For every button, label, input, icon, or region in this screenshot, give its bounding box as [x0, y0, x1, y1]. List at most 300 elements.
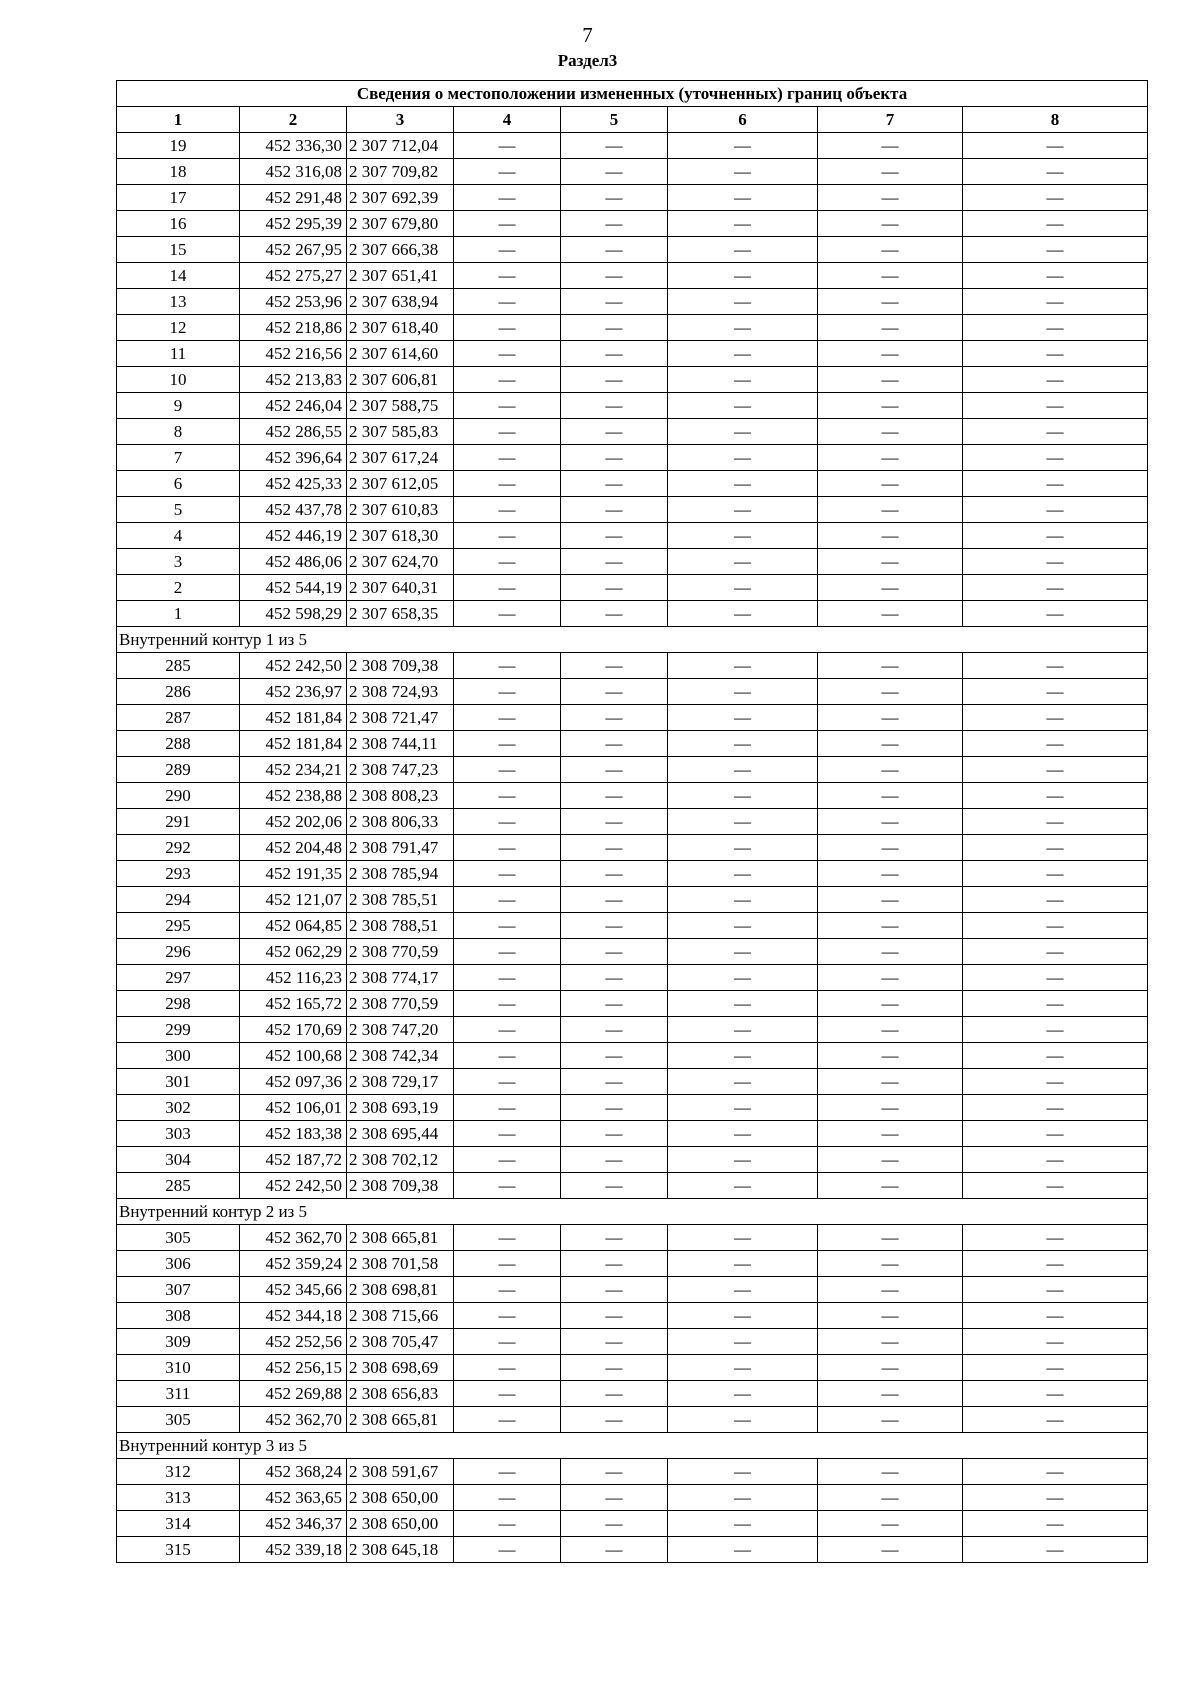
- column-5-dash-cell: —: [561, 185, 668, 211]
- y-coordinate-cell: 2 308 705,47: [347, 1329, 454, 1355]
- column-5-dash-cell: —: [561, 783, 668, 809]
- y-coordinate-cell: 2 307 618,40: [347, 315, 454, 341]
- column-5-dash-cell: —: [561, 653, 668, 679]
- point-number-cell: 288: [117, 731, 240, 757]
- column-4-dash-cell: —: [454, 705, 561, 731]
- x-coordinate-cell: 452 238,88: [240, 783, 347, 809]
- table-row: [117, 575, 1148, 601]
- column-4-dash-cell: —: [454, 159, 561, 185]
- table-row: [117, 653, 1148, 679]
- section-title: Раздел3: [557, 51, 618, 70]
- x-coordinate-cell: 452 362,70: [240, 1225, 347, 1251]
- column-7-dash-cell: —: [818, 705, 963, 731]
- column-8-dash-cell: —: [963, 445, 1148, 471]
- x-coordinate-cell: 452 339,18: [240, 1537, 347, 1563]
- column-4-dash-cell: —: [454, 263, 561, 289]
- x-coordinate-cell: 452 062,29: [240, 939, 347, 965]
- column-8-dash-cell: —: [963, 1251, 1148, 1277]
- column-header-7: 7: [818, 107, 963, 133]
- y-coordinate-cell: 2 308 724,93: [347, 679, 454, 705]
- column-5-dash-cell: —: [561, 1043, 668, 1069]
- column-5-dash-cell: —: [561, 991, 668, 1017]
- contour-label: Внутренний контур 3 из 5: [117, 1433, 1148, 1459]
- x-coordinate-cell: 452 121,07: [240, 887, 347, 913]
- column-6-dash-cell: —: [668, 965, 818, 991]
- column-5-dash-cell: —: [561, 159, 668, 185]
- column-8-dash-cell: —: [963, 1303, 1148, 1329]
- column-6-dash-cell: —: [668, 497, 818, 523]
- x-coordinate-cell: 452 446,19: [240, 523, 347, 549]
- column-7-dash-cell: —: [818, 1173, 963, 1199]
- x-coordinate-cell: 452 097,36: [240, 1069, 347, 1095]
- column-4-dash-cell: —: [454, 1329, 561, 1355]
- y-coordinate-cell: 2 307 612,05: [347, 471, 454, 497]
- column-5-dash-cell: —: [561, 861, 668, 887]
- column-5-dash-cell: —: [561, 1459, 668, 1485]
- x-coordinate-cell: 452 116,23: [240, 965, 347, 991]
- y-coordinate-cell: 2 308 721,47: [347, 705, 454, 731]
- point-number-cell: 303: [117, 1121, 240, 1147]
- column-8-dash-cell: —: [963, 679, 1148, 705]
- x-coordinate-cell: 452 236,97: [240, 679, 347, 705]
- point-number-cell: 310: [117, 1355, 240, 1381]
- table-row: [117, 549, 1148, 575]
- point-number-cell: 287: [117, 705, 240, 731]
- column-6-dash-cell: —: [668, 393, 818, 419]
- column-4-dash-cell: —: [454, 497, 561, 523]
- column-5-dash-cell: —: [561, 1069, 668, 1095]
- x-coordinate-cell: 452 336,30: [240, 133, 347, 159]
- y-coordinate-cell: 2 307 638,94: [347, 289, 454, 315]
- y-coordinate-cell: 2 308 791,47: [347, 835, 454, 861]
- y-coordinate-cell: 2 308 656,83: [347, 1381, 454, 1407]
- x-coordinate-cell: 452 425,33: [240, 471, 347, 497]
- column-7-dash-cell: —: [818, 809, 963, 835]
- table-row: [117, 705, 1148, 731]
- y-coordinate-cell: 2 307 709,82: [347, 159, 454, 185]
- table-row: [117, 133, 1148, 159]
- column-7-dash-cell: —: [818, 133, 963, 159]
- table-row: [117, 1537, 1148, 1563]
- column-8-dash-cell: —: [963, 705, 1148, 731]
- y-coordinate-cell: 2 307 618,30: [347, 523, 454, 549]
- column-7-dash-cell: —: [818, 913, 963, 939]
- column-header-row: [117, 107, 1148, 133]
- x-coordinate-cell: 452 486,06: [240, 549, 347, 575]
- table-row: [117, 1303, 1148, 1329]
- table-row: [117, 861, 1148, 887]
- column-8-dash-cell: —: [963, 991, 1148, 1017]
- x-coordinate-cell: 452 181,84: [240, 705, 347, 731]
- column-7-dash-cell: —: [818, 1017, 963, 1043]
- column-6-dash-cell: —: [668, 1459, 818, 1485]
- column-8-dash-cell: —: [963, 497, 1148, 523]
- y-coordinate-cell: 2 308 808,23: [347, 783, 454, 809]
- column-6-dash-cell: —: [668, 1381, 818, 1407]
- column-7-dash-cell: —: [818, 497, 963, 523]
- column-8-dash-cell: —: [963, 315, 1148, 341]
- column-8-dash-cell: —: [963, 887, 1148, 913]
- column-8-dash-cell: —: [963, 211, 1148, 237]
- column-7-dash-cell: —: [818, 341, 963, 367]
- column-4-dash-cell: —: [454, 887, 561, 913]
- column-4-dash-cell: —: [454, 1225, 561, 1251]
- column-8-dash-cell: —: [963, 1043, 1148, 1069]
- point-number-cell: 8: [117, 419, 240, 445]
- point-number-cell: 293: [117, 861, 240, 887]
- column-4-dash-cell: —: [454, 419, 561, 445]
- column-4-dash-cell: —: [454, 1303, 561, 1329]
- column-8-dash-cell: —: [963, 1121, 1148, 1147]
- point-number-cell: 290: [117, 783, 240, 809]
- column-5-dash-cell: —: [561, 679, 668, 705]
- column-5-dash-cell: —: [561, 1381, 668, 1407]
- coordinates-table: [116, 80, 1148, 1563]
- column-6-dash-cell: —: [668, 939, 818, 965]
- table-row: [117, 991, 1148, 1017]
- point-number-cell: 5: [117, 497, 240, 523]
- x-coordinate-cell: 452 100,68: [240, 1043, 347, 1069]
- contour-heading-row: [117, 1433, 1148, 1459]
- column-5-dash-cell: —: [561, 1147, 668, 1173]
- x-coordinate-cell: 452 291,48: [240, 185, 347, 211]
- column-5-dash-cell: —: [561, 289, 668, 315]
- point-number-cell: 285: [117, 653, 240, 679]
- column-4-dash-cell: —: [454, 1251, 561, 1277]
- column-5-dash-cell: —: [561, 1017, 668, 1043]
- table-row: [117, 783, 1148, 809]
- table-row: [117, 367, 1148, 393]
- column-4-dash-cell: —: [454, 1121, 561, 1147]
- point-number-cell: 300: [117, 1043, 240, 1069]
- column-6-dash-cell: —: [668, 1017, 818, 1043]
- point-number-cell: 12: [117, 315, 240, 341]
- column-8-dash-cell: —: [963, 289, 1148, 315]
- column-4-dash-cell: —: [454, 1511, 561, 1537]
- column-8-dash-cell: —: [963, 939, 1148, 965]
- x-coordinate-cell: 452 181,84: [240, 731, 347, 757]
- table-row: [117, 1147, 1148, 1173]
- column-7-dash-cell: —: [818, 575, 963, 601]
- column-8-dash-cell: —: [963, 237, 1148, 263]
- table-row: [117, 393, 1148, 419]
- point-number-cell: 307: [117, 1277, 240, 1303]
- column-7-dash-cell: —: [818, 1225, 963, 1251]
- column-5-dash-cell: —: [561, 965, 668, 991]
- x-coordinate-cell: 452 191,35: [240, 861, 347, 887]
- point-number-cell: 15: [117, 237, 240, 263]
- point-number-cell: 16: [117, 211, 240, 237]
- column-8-dash-cell: —: [963, 1407, 1148, 1433]
- x-coordinate-cell: 452 187,72: [240, 1147, 347, 1173]
- column-6-dash-cell: —: [668, 133, 818, 159]
- column-5-dash-cell: —: [561, 523, 668, 549]
- column-6-dash-cell: —: [668, 601, 818, 627]
- table-row: [117, 445, 1148, 471]
- table-row: [117, 601, 1148, 627]
- y-coordinate-cell: 2 308 709,38: [347, 653, 454, 679]
- column-5-dash-cell: —: [561, 549, 668, 575]
- column-8-dash-cell: —: [963, 783, 1148, 809]
- column-5-dash-cell: —: [561, 497, 668, 523]
- point-number-cell: 286: [117, 679, 240, 705]
- table-row: [117, 1121, 1148, 1147]
- column-4-dash-cell: —: [454, 1147, 561, 1173]
- column-4-dash-cell: —: [454, 393, 561, 419]
- column-4-dash-cell: —: [454, 757, 561, 783]
- y-coordinate-cell: 2 308 702,12: [347, 1147, 454, 1173]
- column-8-dash-cell: —: [963, 367, 1148, 393]
- point-number-cell: 313: [117, 1485, 240, 1511]
- x-coordinate-cell: 452 218,86: [240, 315, 347, 341]
- column-6-dash-cell: —: [668, 1485, 818, 1511]
- point-number-cell: 18: [117, 159, 240, 185]
- column-6-dash-cell: —: [668, 367, 818, 393]
- column-header-3: 3: [347, 107, 454, 133]
- column-6-dash-cell: —: [668, 835, 818, 861]
- column-6-dash-cell: —: [668, 471, 818, 497]
- point-number-cell: 315: [117, 1537, 240, 1563]
- column-7-dash-cell: —: [818, 679, 963, 705]
- column-4-dash-cell: —: [454, 731, 561, 757]
- table-row: [117, 1225, 1148, 1251]
- column-4-dash-cell: —: [454, 315, 561, 341]
- column-6-dash-cell: —: [668, 1303, 818, 1329]
- point-number-cell: 306: [117, 1251, 240, 1277]
- column-8-dash-cell: —: [963, 653, 1148, 679]
- y-coordinate-cell: 2 307 606,81: [347, 367, 454, 393]
- x-coordinate-cell: 452 204,48: [240, 835, 347, 861]
- column-8-dash-cell: —: [963, 575, 1148, 601]
- column-7-dash-cell: —: [818, 601, 963, 627]
- y-coordinate-cell: 2 307 588,75: [347, 393, 454, 419]
- column-6-dash-cell: —: [668, 861, 818, 887]
- column-8-dash-cell: —: [963, 471, 1148, 497]
- x-coordinate-cell: 452 275,27: [240, 263, 347, 289]
- column-8-dash-cell: —: [963, 185, 1148, 211]
- column-5-dash-cell: —: [561, 1277, 668, 1303]
- point-number-cell: 294: [117, 887, 240, 913]
- column-4-dash-cell: —: [454, 1017, 561, 1043]
- column-4-dash-cell: —: [454, 835, 561, 861]
- column-7-dash-cell: —: [818, 861, 963, 887]
- column-6-dash-cell: —: [668, 445, 818, 471]
- point-number-cell: 298: [117, 991, 240, 1017]
- point-number-cell: 305: [117, 1225, 240, 1251]
- x-coordinate-cell: 452 363,65: [240, 1485, 347, 1511]
- column-5-dash-cell: —: [561, 1251, 668, 1277]
- table-row: [117, 809, 1148, 835]
- point-number-cell: 299: [117, 1017, 240, 1043]
- column-6-dash-cell: —: [668, 289, 818, 315]
- column-6-dash-cell: —: [668, 1121, 818, 1147]
- column-8-dash-cell: —: [963, 159, 1148, 185]
- column-4-dash-cell: —: [454, 1277, 561, 1303]
- column-8-dash-cell: —: [963, 1537, 1148, 1563]
- column-5-dash-cell: —: [561, 1303, 668, 1329]
- column-8-dash-cell: —: [963, 809, 1148, 835]
- column-4-dash-cell: —: [454, 965, 561, 991]
- column-8-dash-cell: —: [963, 913, 1148, 939]
- table-row: [117, 471, 1148, 497]
- table-row: [117, 419, 1148, 445]
- point-number-cell: 312: [117, 1459, 240, 1485]
- x-coordinate-cell: 452 106,01: [240, 1095, 347, 1121]
- column-5-dash-cell: —: [561, 601, 668, 627]
- column-8-dash-cell: —: [963, 731, 1148, 757]
- x-coordinate-cell: 452 202,06: [240, 809, 347, 835]
- x-coordinate-cell: 452 345,66: [240, 1277, 347, 1303]
- table-row: [117, 1459, 1148, 1485]
- column-7-dash-cell: —: [818, 1485, 963, 1511]
- table-row: [117, 523, 1148, 549]
- column-header-1: 1: [117, 107, 240, 133]
- table-row: [117, 263, 1148, 289]
- y-coordinate-cell: 2 307 658,35: [347, 601, 454, 627]
- table-row: [117, 497, 1148, 523]
- point-number-cell: 297: [117, 965, 240, 991]
- column-4-dash-cell: —: [454, 679, 561, 705]
- column-8-dash-cell: —: [963, 1329, 1148, 1355]
- column-4-dash-cell: —: [454, 653, 561, 679]
- column-8-dash-cell: —: [963, 1173, 1148, 1199]
- column-8-dash-cell: —: [963, 419, 1148, 445]
- x-coordinate-cell: 452 252,56: [240, 1329, 347, 1355]
- column-8-dash-cell: —: [963, 861, 1148, 887]
- y-coordinate-cell: 2 308 747,20: [347, 1017, 454, 1043]
- column-4-dash-cell: —: [454, 289, 561, 315]
- table-row: [117, 679, 1148, 705]
- column-7-dash-cell: —: [818, 783, 963, 809]
- point-number-cell: 291: [117, 809, 240, 835]
- table-row: [117, 1407, 1148, 1433]
- y-coordinate-cell: 2 307 712,04: [347, 133, 454, 159]
- column-5-dash-cell: —: [561, 809, 668, 835]
- column-6-dash-cell: —: [668, 757, 818, 783]
- column-8-dash-cell: —: [963, 1355, 1148, 1381]
- column-8-dash-cell: —: [963, 549, 1148, 575]
- column-7-dash-cell: —: [818, 1277, 963, 1303]
- column-7-dash-cell: —: [818, 471, 963, 497]
- column-header-4: 4: [454, 107, 561, 133]
- column-5-dash-cell: —: [561, 1537, 668, 1563]
- column-6-dash-cell: —: [668, 783, 818, 809]
- table-row: [117, 913, 1148, 939]
- contour-heading-row: [117, 1199, 1148, 1225]
- y-coordinate-cell: 2 308 770,59: [347, 991, 454, 1017]
- column-5-dash-cell: —: [561, 1355, 668, 1381]
- column-7-dash-cell: —: [818, 1251, 963, 1277]
- y-coordinate-cell: 2 308 650,00: [347, 1485, 454, 1511]
- column-4-dash-cell: —: [454, 575, 561, 601]
- y-coordinate-cell: 2 308 729,17: [347, 1069, 454, 1095]
- contour-heading-row: [117, 627, 1148, 653]
- x-coordinate-cell: 452 437,78: [240, 497, 347, 523]
- column-6-dash-cell: —: [668, 1043, 818, 1069]
- column-7-dash-cell: —: [818, 757, 963, 783]
- column-6-dash-cell: —: [668, 341, 818, 367]
- column-5-dash-cell: —: [561, 1407, 668, 1433]
- y-coordinate-cell: 2 308 665,81: [347, 1225, 454, 1251]
- column-5-dash-cell: —: [561, 1485, 668, 1511]
- column-6-dash-cell: —: [668, 315, 818, 341]
- point-number-cell: 2: [117, 575, 240, 601]
- column-7-dash-cell: —: [818, 1095, 963, 1121]
- column-6-dash-cell: —: [668, 1277, 818, 1303]
- column-5-dash-cell: —: [561, 393, 668, 419]
- column-8-dash-cell: —: [963, 1381, 1148, 1407]
- y-coordinate-cell: 2 308 747,23: [347, 757, 454, 783]
- y-coordinate-cell: 2 308 785,51: [347, 887, 454, 913]
- table-row: [117, 1017, 1148, 1043]
- x-coordinate-cell: 452 544,19: [240, 575, 347, 601]
- table-row: [117, 159, 1148, 185]
- y-coordinate-cell: 2 308 698,81: [347, 1277, 454, 1303]
- column-6-dash-cell: —: [668, 549, 818, 575]
- column-4-dash-cell: —: [454, 1381, 561, 1407]
- column-5-dash-cell: —: [561, 1225, 668, 1251]
- table-row: [117, 1173, 1148, 1199]
- y-coordinate-cell: 2 307 614,60: [347, 341, 454, 367]
- point-number-cell: 301: [117, 1069, 240, 1095]
- x-coordinate-cell: 452 598,29: [240, 601, 347, 627]
- column-7-dash-cell: —: [818, 1355, 963, 1381]
- column-6-dash-cell: —: [668, 1069, 818, 1095]
- column-4-dash-cell: —: [454, 809, 561, 835]
- column-8-dash-cell: —: [963, 1147, 1148, 1173]
- table-row: [117, 1485, 1148, 1511]
- column-5-dash-cell: —: [561, 1121, 668, 1147]
- y-coordinate-cell: 2 307 617,24: [347, 445, 454, 471]
- column-7-dash-cell: —: [818, 887, 963, 913]
- column-8-dash-cell: —: [963, 1485, 1148, 1511]
- column-8-dash-cell: —: [963, 1095, 1148, 1121]
- point-number-cell: 285: [117, 1173, 240, 1199]
- table-row: [117, 887, 1148, 913]
- column-8-dash-cell: —: [963, 1459, 1148, 1485]
- y-coordinate-cell: 2 307 585,83: [347, 419, 454, 445]
- column-7-dash-cell: —: [818, 289, 963, 315]
- x-coordinate-cell: 452 234,21: [240, 757, 347, 783]
- page-number: 7: [582, 23, 593, 47]
- y-coordinate-cell: 2 308 715,66: [347, 1303, 454, 1329]
- y-coordinate-cell: 2 307 651,41: [347, 263, 454, 289]
- point-number-cell: 14: [117, 263, 240, 289]
- column-4-dash-cell: —: [454, 861, 561, 887]
- column-6-dash-cell: —: [668, 1511, 818, 1537]
- y-coordinate-cell: 2 307 679,80: [347, 211, 454, 237]
- column-4-dash-cell: —: [454, 523, 561, 549]
- y-coordinate-cell: 2 308 785,94: [347, 861, 454, 887]
- column-4-dash-cell: —: [454, 211, 561, 237]
- column-6-dash-cell: —: [668, 185, 818, 211]
- column-5-dash-cell: —: [561, 1095, 668, 1121]
- column-7-dash-cell: —: [818, 393, 963, 419]
- column-header-6: 6: [668, 107, 818, 133]
- column-6-dash-cell: —: [668, 523, 818, 549]
- column-6-dash-cell: —: [668, 237, 818, 263]
- column-4-dash-cell: —: [454, 1173, 561, 1199]
- column-5-dash-cell: —: [561, 315, 668, 341]
- y-coordinate-cell: 2 307 624,70: [347, 549, 454, 575]
- y-coordinate-cell: 2 308 693,19: [347, 1095, 454, 1121]
- column-4-dash-cell: —: [454, 1095, 561, 1121]
- table-body: [117, 133, 1148, 1563]
- x-coordinate-cell: 452 213,83: [240, 367, 347, 393]
- column-7-dash-cell: —: [818, 1511, 963, 1537]
- column-4-dash-cell: —: [454, 341, 561, 367]
- y-coordinate-cell: 2 308 645,18: [347, 1537, 454, 1563]
